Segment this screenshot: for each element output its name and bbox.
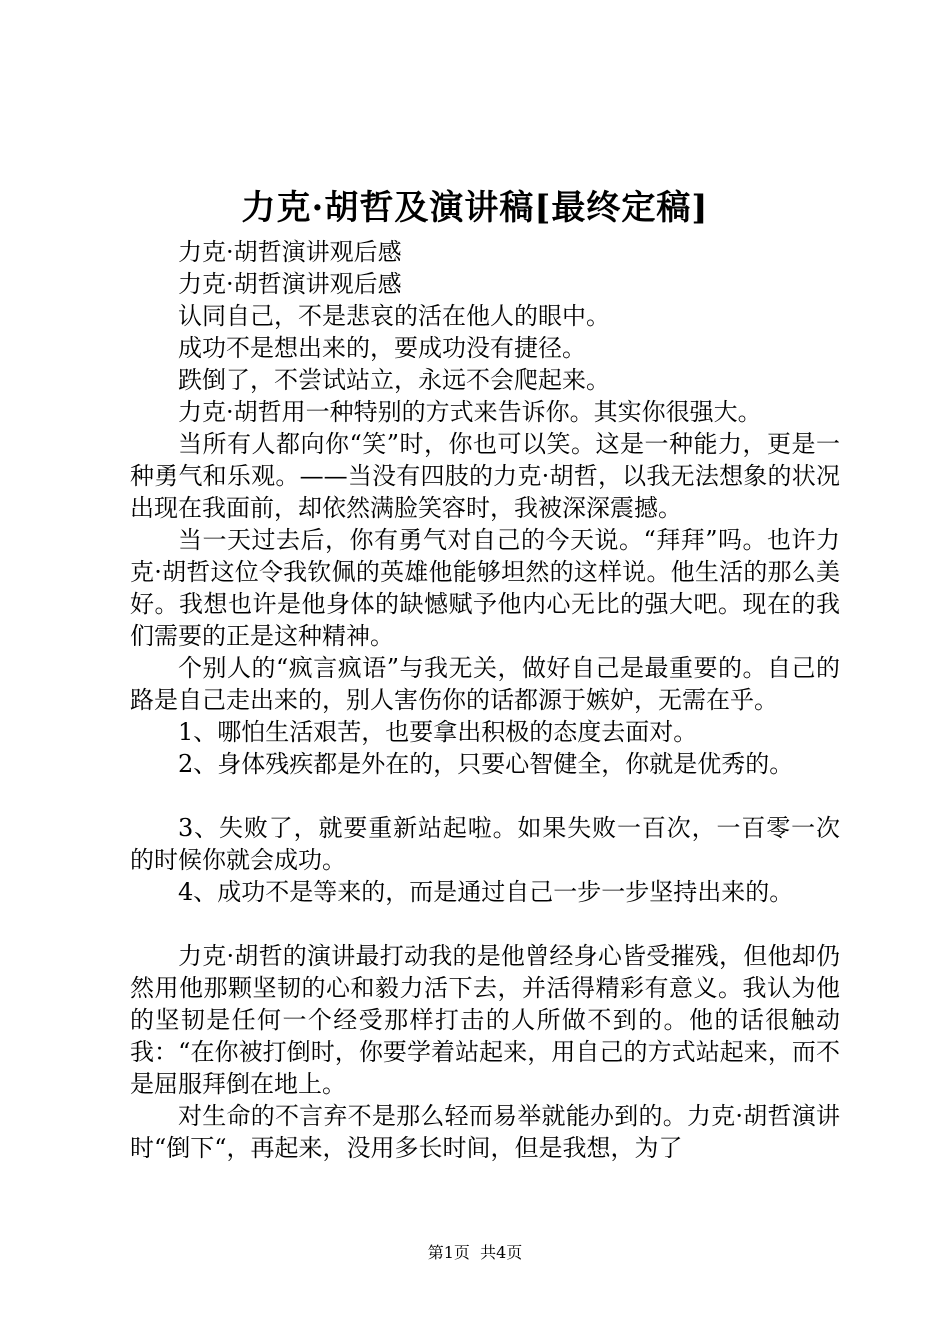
paragraph: 跌倒了，不尝试站立，永远不会爬起来。: [178, 366, 610, 394]
page-footer: [0, 1242, 950, 1264]
paragraph: 当所有人都向你“笑”时，你也可以笑。这是一种能力，更是一种勇气和乐观。——当没有四肢的力克·胡哲，以我无法想象的状况出现在我面前，却依然满脸笑容时，我被深深震撼。: [130, 430, 840, 522]
page-number: 第1页: [427, 1243, 470, 1262]
document-title: 力克·胡哲及演讲稿[最终定稿]: [241, 188, 709, 228]
paragraph-subtitle-repeat: 力克·胡哲演讲观后感: [178, 270, 402, 298]
list-item-1: 1、哪怕生活艰苦，也要拿出积极的态度去面对。: [178, 718, 698, 746]
paragraph-spacer: [130, 780, 840, 812]
list-item-4: 4、成功不是等来的，而是通过自己一步一步坚持出来的。: [178, 878, 794, 906]
list-item-3: 3、失败了，就要重新站起啦。如果失败一百次，一百零一次的时候你就会成功。: [130, 814, 840, 874]
paragraph: 力克·胡哲的演讲最打动我的是他曾经身心皆受摧残，但他却仍然用他那颗坚韧的心和毅力活下去，并活得精彩有意义。我认为他的坚韧是任何一个经受那样打击的人所做不到的。他的话很触动我：“在你被打倒时，你要学着站起来，用自己的方式站起来，而不是屈服拜倒在地上。: [130, 942, 840, 1098]
paragraph-spacer: [130, 908, 840, 940]
footer-separator: [470, 1243, 480, 1262]
paragraph: 当一天过去后，你有勇气对自己的今天说。“拜拜”吗。也许力克·胡哲这位令我钦佩的英雄他能够坦然的这样说。他生活的那么美好。我想也许是他身体的缺憾赋予他内心无比的强大吧。现在的我们需要的正是这种精神。: [130, 526, 840, 650]
paragraph: 成功不是想出来的，要成功没有捷径。: [178, 334, 586, 362]
document-body: [130, 236, 840, 1164]
paragraph: 对生命的不言弃不是那么轻而易举就能办到的。力克·胡哲演讲时“倒下“，再起来，没用多长时间，但是我想，为了: [130, 1102, 840, 1162]
paragraph-subtitle: 力克·胡哲演讲观后感: [178, 238, 402, 266]
paragraph: 个别人的“疯言疯语”与我无关，做好自己是最重要的。自己的路是自己走出来的，别人害伤你的话都源于嫉妒，无需在乎。: [130, 654, 840, 714]
list-item-2: 2、身体残疾都是外在的，只要心智健全，你就是优秀的。: [178, 750, 794, 778]
page-total: 共4页: [480, 1243, 523, 1262]
paragraph: 力克·胡哲用一种特别的方式来告诉你。其实你很强大。: [178, 398, 762, 426]
paragraph: 认同自己，不是悲哀的活在他人的眼中。: [178, 302, 610, 330]
